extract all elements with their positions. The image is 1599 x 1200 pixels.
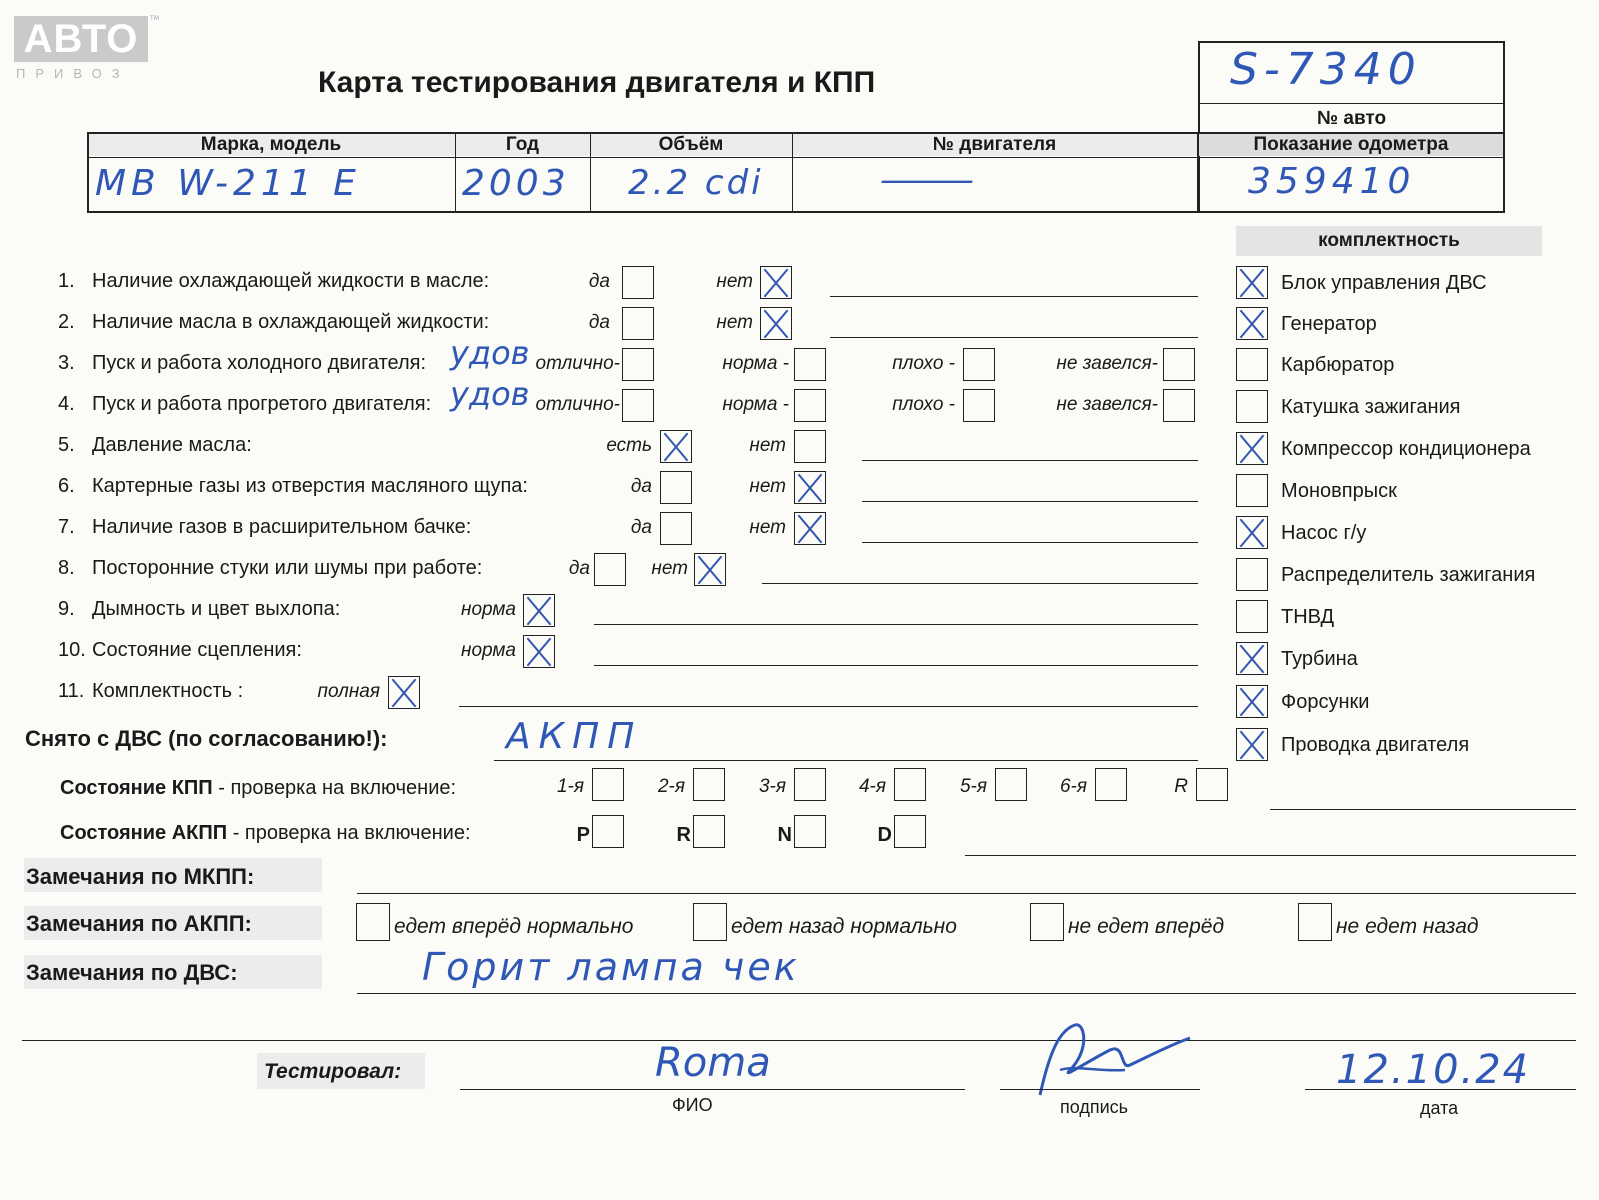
kpp-gear-label: 5-я (959, 776, 987, 797)
akpp-gear-checkbox[interactable] (693, 815, 725, 848)
check-option-label: норма (461, 640, 516, 661)
check-label: Наличие газов в расширительном бачке: (92, 516, 472, 538)
akpp-gear-label: D (877, 824, 892, 846)
notes-dvs-label: Замечания по ДВС: (26, 960, 238, 985)
check-option-label: нет (749, 435, 786, 456)
answer-line (594, 624, 1198, 625)
akpp-gear-checkbox[interactable] (894, 815, 926, 848)
kpp-gear-checkbox[interactable] (894, 768, 926, 801)
signature-image (1030, 1010, 1200, 1100)
answer-line (762, 583, 1198, 584)
removed-value: АКПП (506, 716, 643, 757)
check-option-checkbox[interactable] (760, 307, 792, 340)
check-number: 6. (58, 475, 75, 497)
check-option-checkbox[interactable] (963, 389, 995, 422)
check-option-checkbox[interactable] (660, 430, 692, 463)
kpp-gear-checkbox[interactable] (693, 768, 725, 801)
completeness-item-label: Моновпрыск (1281, 480, 1397, 502)
notes-dvs-value: Горит лампа чек (422, 945, 800, 989)
answer-line (594, 665, 1198, 666)
kpp-gear-label: 6-я (1059, 776, 1087, 797)
check-label: Дымность и цвет выхлопа: (92, 598, 341, 620)
check-option-checkbox[interactable] (694, 553, 726, 586)
check-option-checkbox[interactable] (523, 594, 555, 627)
check-label: Состояние сцепления: (92, 639, 302, 661)
col-volume: Объём (658, 134, 724, 155)
check-option-label: не завелся- (1056, 353, 1158, 374)
akpp-gear-checkbox[interactable] (592, 815, 624, 848)
check-option-label: плохо - (892, 394, 955, 415)
col-make: Марка, модель (200, 134, 342, 155)
removed-label: Снято с ДВС (по согласованию!): (25, 726, 388, 751)
completeness-checkbox[interactable] (1236, 266, 1268, 299)
check-option-label: есть (606, 435, 652, 456)
answer-line (862, 542, 1198, 543)
akpp-option-label: едет вперёд нормально (394, 915, 634, 938)
completeness-checkbox[interactable] (1236, 307, 1268, 340)
akpp-option-checkbox[interactable] (356, 903, 390, 941)
check-option-label: отлично- (535, 353, 620, 374)
akpp-option-label: не едет назад (1336, 915, 1479, 938)
answer-line (459, 706, 1198, 707)
auto-number-value: S-7340 (1230, 44, 1422, 95)
check-option-label: норма - (722, 394, 789, 415)
completeness-item-label: Турбина (1281, 648, 1358, 670)
check-option-checkbox[interactable] (760, 266, 792, 299)
kpp-gear-label: 3-я (758, 776, 786, 797)
check-option-label: нет (716, 312, 753, 333)
check-option-checkbox[interactable] (1163, 348, 1195, 381)
check-option-checkbox[interactable] (622, 307, 654, 340)
completeness-checkbox[interactable] (1236, 432, 1268, 465)
kpp-gear-checkbox[interactable] (1196, 768, 1228, 801)
col-engine-no: № двигателя (932, 134, 1057, 155)
akpp-gear-label: N (777, 824, 792, 846)
answer-line (830, 337, 1198, 338)
check-option-label: да (588, 271, 610, 292)
completeness-item-label: Генератор (1281, 313, 1377, 335)
fio-label: ФИО (672, 1095, 713, 1115)
completeness-checkbox[interactable] (1236, 728, 1268, 761)
completeness-item-label: Насос г/у (1281, 522, 1367, 544)
col-year: Год (505, 134, 540, 155)
check-option-label: да (568, 558, 590, 579)
completeness-checkbox[interactable] (1236, 390, 1268, 423)
completeness-checkbox[interactable] (1236, 600, 1268, 633)
akpp-option-checkbox[interactable] (1030, 903, 1064, 941)
check-option-label: нет (749, 476, 786, 497)
kpp-gear-label: 4-я (858, 776, 886, 797)
check-label: Комплектность : (92, 680, 244, 702)
check-option-checkbox[interactable] (622, 266, 654, 299)
auto-number-label: № авто (1316, 108, 1387, 129)
akpp-label: Состояние АКПП - проверка на включение: (60, 822, 471, 844)
check-label: Наличие масла в охлаждающей жидкости: (92, 311, 490, 333)
completeness-item-label: Компрессор кондиционера (1281, 438, 1531, 460)
completeness-checkbox[interactable] (1236, 558, 1268, 591)
check-option-label: да (630, 476, 652, 497)
completeness-checkbox[interactable] (1236, 516, 1268, 549)
check-label: Пуск и работа холодного двигателя: (92, 352, 427, 374)
check-option-label: да (630, 517, 652, 538)
check-option-label: полная (317, 681, 380, 702)
completeness-item-label: Блок управления ДВС (1281, 272, 1487, 294)
completeness-checkbox[interactable] (1236, 642, 1268, 675)
check-option-checkbox[interactable] (794, 471, 826, 504)
check-number: 1. (58, 270, 75, 292)
check-number: 10. (58, 639, 86, 661)
check-number: 5. (58, 434, 75, 456)
check-option-label: норма (461, 599, 516, 620)
check-option-label: не завелся- (1056, 394, 1158, 415)
completeness-item-label: Проводка двигателя (1281, 734, 1470, 756)
check-label: Пуск и работа прогретого двигателя: (92, 393, 432, 415)
akpp-option-label: не едет вперёд (1068, 915, 1225, 938)
check-option-checkbox[interactable] (660, 512, 692, 545)
completeness-item-label: Катушка зажигания (1281, 396, 1461, 418)
check-number: 8. (58, 557, 75, 579)
akpp-gear-label: P (576, 824, 590, 846)
kpp-gear-checkbox[interactable] (794, 768, 826, 801)
akpp-option-checkbox[interactable] (1298, 903, 1332, 941)
date-label: дата (1420, 1098, 1459, 1118)
check-label: Посторонние стуки или шумы при работе: (92, 557, 483, 579)
completeness-checkbox[interactable] (1236, 348, 1268, 381)
check-label: Картерные газы из отверстия масляного щупа: (92, 475, 528, 497)
check-option-checkbox[interactable] (622, 389, 654, 422)
notes-mkpp-label: Замечания по МКПП: (26, 864, 255, 889)
check-option-checkbox[interactable] (523, 635, 555, 668)
check-option-checkbox[interactable] (660, 471, 692, 504)
answer-line (862, 460, 1198, 461)
kpp-gear-label: 1-я (556, 776, 584, 797)
completeness-item-label: Форсунки (1281, 691, 1370, 713)
date-value: 12.10.24 (1336, 1047, 1531, 1093)
kpp-label: Состояние КПП - проверка на включение: (60, 777, 457, 799)
kpp-gear-checkbox[interactable] (1095, 768, 1127, 801)
check-option-checkbox[interactable] (794, 389, 826, 422)
make-value: MB W-211 E (95, 163, 361, 204)
akpp-option-checkbox[interactable] (693, 903, 727, 941)
kpp-gear-checkbox[interactable] (995, 768, 1027, 801)
check-number: 3. (58, 352, 75, 374)
completeness-item-label: Распределитель зажигания (1281, 564, 1536, 586)
akpp-gear-checkbox[interactable] (794, 815, 826, 848)
completeness-checkbox[interactable] (1236, 685, 1268, 718)
check-option-label: нет (749, 517, 786, 538)
check-option-label: нет (716, 271, 753, 292)
logo-subtitle: ПРИВОЗ (16, 66, 130, 81)
kpp-gear-label: 2-я (657, 776, 685, 797)
check-option-checkbox[interactable] (1163, 389, 1195, 422)
check-handwritten-note: удов (450, 334, 530, 372)
page-title: Карта тестирования двигателя и КПП (318, 66, 876, 99)
check-number: 7. (58, 516, 75, 538)
check-option-checkbox[interactable] (594, 553, 626, 586)
completeness-item-label: ТНВД (1281, 606, 1335, 628)
check-option-checkbox[interactable] (963, 348, 995, 381)
completeness-title: комплектность (1318, 230, 1460, 251)
check-option-checkbox[interactable] (794, 512, 826, 545)
check-option-label: да (588, 312, 610, 333)
check-label: Давление масла: (92, 434, 252, 456)
completeness-checkbox[interactable] (1236, 474, 1268, 507)
check-option-label: норма - (722, 353, 789, 374)
check-number: 11. (58, 680, 85, 702)
signature-label: подпись (1060, 1097, 1129, 1117)
tested-label: Тестировал: (264, 1060, 402, 1083)
answer-line (862, 501, 1198, 502)
check-option-label: отлично- (535, 394, 620, 415)
akpp-gear-label: R (676, 824, 691, 846)
engine-no-value: ——— (880, 160, 970, 200)
check-number: 4. (58, 393, 75, 415)
odometer-value: 359410 (1248, 161, 1416, 202)
kpp-gear-checkbox[interactable] (592, 768, 624, 801)
col-odometer: Показание одометра (1253, 134, 1449, 155)
check-option-checkbox[interactable] (794, 430, 826, 463)
volume-value: 2.2 cdi (628, 163, 764, 203)
tester-name: Roma (655, 1040, 771, 1086)
kpp-gear-label: R (1174, 776, 1188, 797)
akpp-option-label: едет назад нормально (731, 915, 957, 938)
check-option-checkbox[interactable] (388, 676, 420, 709)
check-number: 9. (58, 598, 75, 620)
completeness-item-label: Карбюратор (1281, 354, 1395, 376)
check-option-label: нет (651, 558, 688, 579)
answer-line (830, 296, 1198, 297)
avtoprivoz-logo: АВТО (14, 16, 148, 62)
logo-tm: ™ (149, 14, 160, 26)
check-option-checkbox[interactable] (794, 348, 826, 381)
check-option-label: плохо - (892, 353, 955, 374)
check-number: 2. (58, 311, 75, 333)
year-value: 2003 (462, 163, 570, 204)
check-option-checkbox[interactable] (622, 348, 654, 381)
check-handwritten-note: удов (450, 375, 530, 413)
check-label: Наличие охлаждающей жидкости в масле: (92, 270, 490, 292)
notes-akpp-label: Замечания по АКПП: (26, 911, 252, 936)
